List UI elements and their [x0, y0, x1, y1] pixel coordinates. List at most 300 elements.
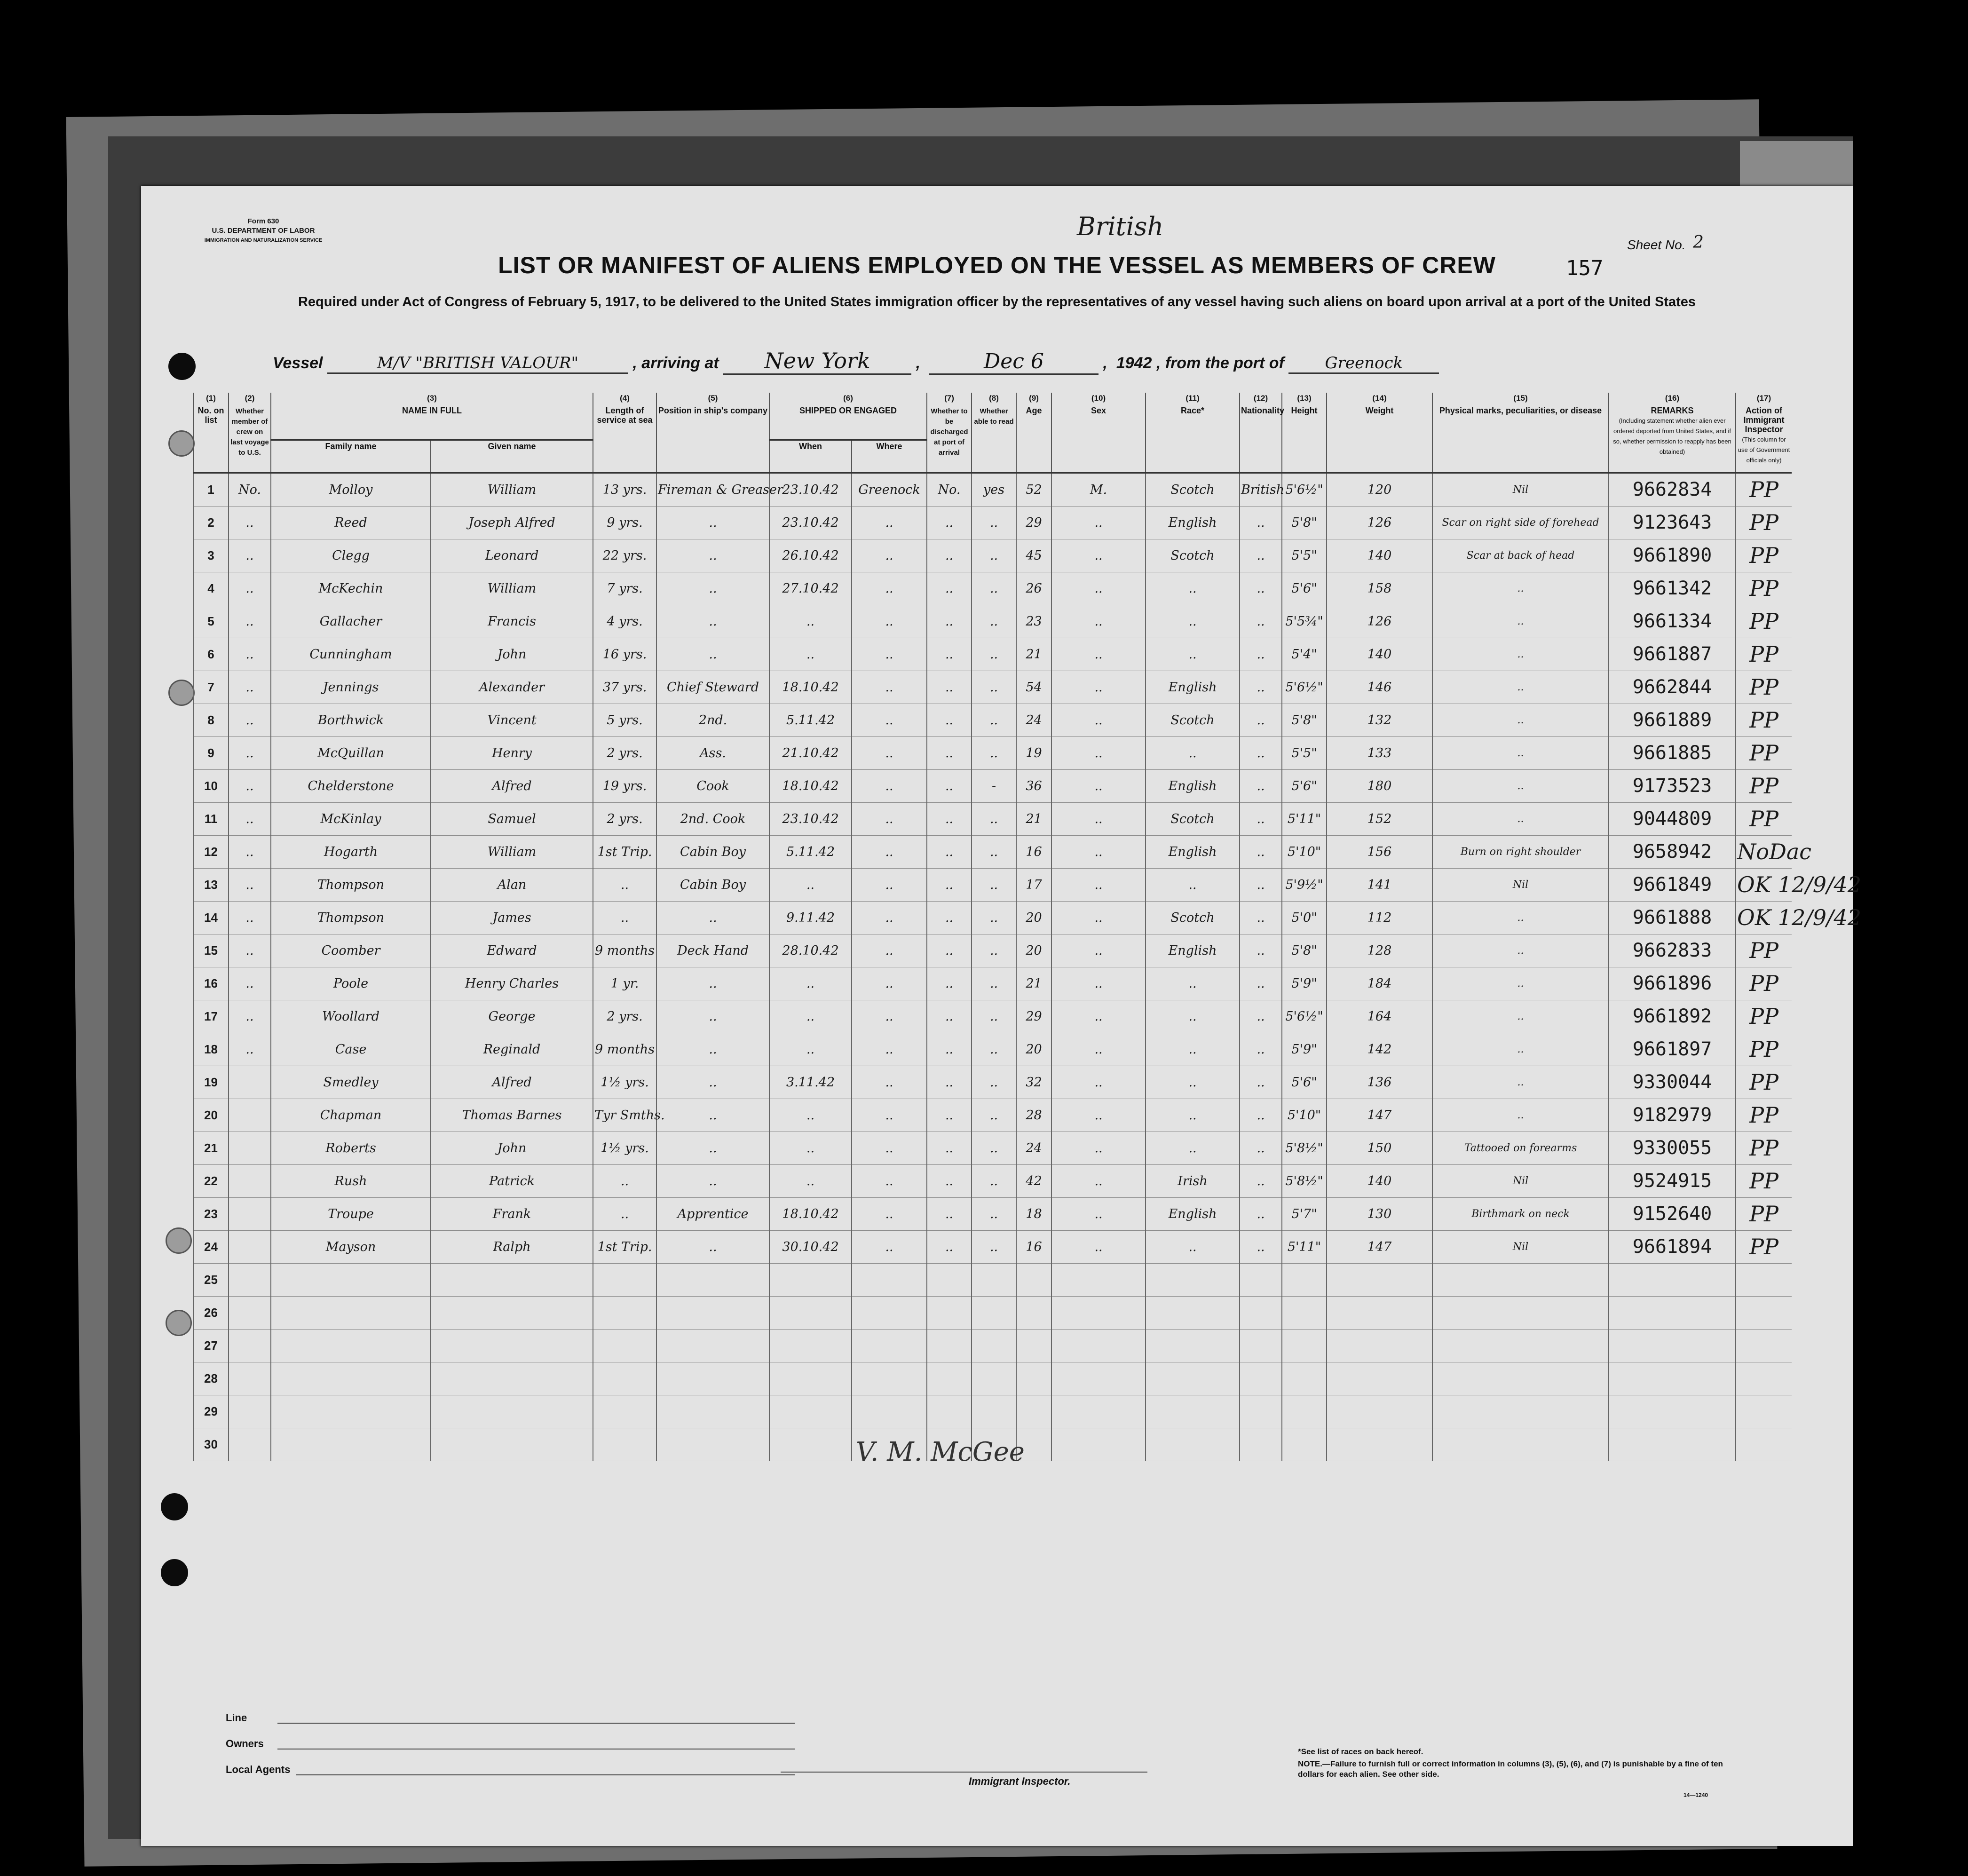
age-cell [1016, 1329, 1051, 1362]
shipped-when-cell [769, 1296, 852, 1329]
physical-marks-cell: Tattooed on forearms [1432, 1132, 1609, 1164]
position-cell: .. [656, 539, 769, 572]
length-of-service-cell [593, 1263, 656, 1296]
age-cell: 32 [1016, 1066, 1051, 1099]
crew-last-voyage-cell: .. [229, 704, 271, 736]
family-name-cell: Mayson [271, 1230, 431, 1263]
able-to-read-cell: .. [972, 605, 1016, 638]
race-cell: English [1146, 835, 1240, 868]
discharged-cell: No. [927, 473, 972, 506]
age-cell: 17 [1016, 868, 1051, 901]
weight-cell: 126 [1327, 605, 1432, 638]
length-of-service-cell: 2 yrs. [593, 802, 656, 835]
family-name-cell: Jennings [271, 671, 431, 704]
position-cell: 2nd. Cook [656, 802, 769, 835]
nationality-cell: .. [1240, 835, 1282, 868]
crew-last-voyage-cell: .. [229, 605, 271, 638]
race-cell: .. [1146, 572, 1240, 605]
age-cell: 20 [1016, 934, 1051, 967]
able-to-read-cell [972, 1329, 1016, 1362]
physical-marks-cell: .. [1432, 1000, 1609, 1033]
sex-cell: .. [1051, 1000, 1146, 1033]
family-name-cell: Clegg [271, 539, 431, 572]
weight-cell: 120 [1327, 473, 1432, 506]
given-name-cell: George [431, 1000, 593, 1033]
shipped-when-cell: 5.11.42 [769, 704, 852, 736]
shipped-where-cell: Greenock [852, 473, 927, 506]
remarks-cell: 9662834 [1609, 473, 1736, 506]
length-of-service-cell [593, 1296, 656, 1329]
family-name-cell: Woollard [271, 1000, 431, 1033]
position-cell: Chief Steward [656, 671, 769, 704]
physical-marks-cell: .. [1432, 1066, 1609, 1099]
given-name-cell: William [431, 835, 593, 868]
length-of-service-cell: 1 yr. [593, 967, 656, 1000]
row-number-cell: 18 [193, 1033, 229, 1066]
sex-cell [1051, 1296, 1146, 1329]
weight-cell [1327, 1428, 1432, 1461]
family-name-cell [271, 1296, 431, 1329]
race-cell: .. [1146, 1066, 1240, 1099]
form-header [193, 217, 334, 245]
shipped-when-cell: .. [769, 638, 852, 671]
nationality-cell: .. [1240, 1164, 1282, 1197]
given-name-cell: Leonard [431, 539, 593, 572]
length-of-service-cell: .. [593, 901, 656, 934]
remarks-cell [1609, 1296, 1736, 1329]
height-cell: 5'11" [1282, 1230, 1327, 1263]
row-number-cell: 5 [193, 605, 229, 638]
weight-cell [1327, 1395, 1432, 1428]
discharged-cell: .. [927, 1066, 972, 1099]
crew-last-voyage-cell [229, 1263, 271, 1296]
table-row [193, 572, 1792, 605]
inspector-signature-line [781, 1772, 1147, 1773]
shipped-when-cell [769, 1395, 852, 1428]
crew-last-voyage-cell [229, 1329, 271, 1362]
nationality-cell [1240, 1362, 1282, 1395]
inspector-action-cell: NoDac [1736, 835, 1792, 868]
crew-last-voyage-cell [229, 1362, 271, 1395]
age-cell: 18 [1016, 1197, 1051, 1230]
discharged-cell: .. [927, 1099, 972, 1132]
able-to-read-cell: .. [972, 539, 1016, 572]
shipped-when-cell: 18.10.42 [769, 671, 852, 704]
col-read-header: (8) Whether able to read [972, 393, 1016, 473]
physical-marks-cell [1432, 1263, 1609, 1296]
from-label: , from the port of [1156, 354, 1284, 372]
height-cell: 5'9½" [1282, 868, 1327, 901]
row-number-cell: 25 [193, 1263, 229, 1296]
table-row [193, 473, 1792, 506]
able-to-read-cell [972, 1362, 1016, 1395]
inspector-label: Immigrant Inspector. [969, 1775, 1071, 1787]
discharged-cell: .. [927, 1000, 972, 1033]
remarks-cell: 9173523 [1609, 769, 1736, 802]
height-cell: 5'7" [1282, 1197, 1327, 1230]
position-cell: .. [656, 572, 769, 605]
physical-marks-cell: .. [1432, 802, 1609, 835]
shipped-when-cell: 23.10.42 [769, 506, 852, 539]
height-cell: 5'8" [1282, 506, 1327, 539]
age-cell: 23 [1016, 605, 1051, 638]
sex-cell: .. [1051, 934, 1146, 967]
table-row [193, 1099, 1792, 1132]
able-to-read-cell: .. [972, 868, 1016, 901]
inspector-action-cell [1736, 1362, 1792, 1395]
remarks-cell: 9152640 [1609, 1197, 1736, 1230]
sex-cell: .. [1051, 671, 1146, 704]
physical-marks-cell: Scar on right side of forehead [1432, 506, 1609, 539]
able-to-read-cell: .. [972, 835, 1016, 868]
signature: V. M. McGee [856, 1437, 1025, 1467]
height-cell [1282, 1395, 1327, 1428]
inspector-action-cell [1736, 1263, 1792, 1296]
age-cell: 21 [1016, 802, 1051, 835]
shipped-when-cell: 28.10.42 [769, 934, 852, 967]
physical-marks-cell: .. [1432, 1099, 1609, 1132]
length-of-service-cell: 1½ yrs. [593, 1066, 656, 1099]
table-row [193, 1197, 1792, 1230]
able-to-read-cell: .. [972, 1099, 1016, 1132]
shipped-when-cell: 9.11.42 [769, 901, 852, 934]
given-name-cell: William [431, 473, 593, 506]
position-cell: Deck Hand [656, 934, 769, 967]
shipped-when-cell: 23.10.42 [769, 802, 852, 835]
form-number: Form 630 [247, 217, 279, 225]
agents-field [296, 1774, 795, 1775]
crew-last-voyage-cell: .. [229, 539, 271, 572]
position-cell: .. [656, 1099, 769, 1132]
able-to-read-cell [972, 1263, 1016, 1296]
physical-marks-cell [1432, 1395, 1609, 1428]
sex-cell: .. [1051, 572, 1146, 605]
age-cell: 26 [1016, 572, 1051, 605]
physical-marks-cell [1432, 1362, 1609, 1395]
col-given-name-header: Given name [431, 440, 593, 473]
weight-cell: 147 [1327, 1230, 1432, 1263]
weight-cell: 146 [1327, 671, 1432, 704]
race-cell: Irish [1146, 1164, 1240, 1197]
position-cell: .. [656, 1132, 769, 1164]
crew-last-voyage-cell [229, 1428, 271, 1461]
nationality-cell: .. [1240, 1230, 1282, 1263]
given-name-cell [431, 1395, 593, 1428]
table-row [193, 671, 1792, 704]
able-to-read-cell [972, 1395, 1016, 1428]
remarks-cell: 9044809 [1609, 802, 1736, 835]
given-name-cell: Alfred [431, 769, 593, 802]
race-cell: Scotch [1146, 901, 1240, 934]
crew-last-voyage-cell [229, 1099, 271, 1132]
position-cell: .. [656, 638, 769, 671]
length-of-service-cell: 2 yrs. [593, 736, 656, 769]
nationality-cell: .. [1240, 1132, 1282, 1164]
discharged-cell: .. [927, 1197, 972, 1230]
physical-marks-cell: .. [1432, 671, 1609, 704]
discharged-cell: .. [927, 802, 972, 835]
family-name-cell: Rush [271, 1164, 431, 1197]
binder-hole [161, 1559, 188, 1586]
manifest-sheet [141, 186, 1862, 1846]
position-cell: Fireman & Greaser [656, 473, 769, 506]
row-number-cell: 1 [193, 473, 229, 506]
col-no-header: (1) No. on list [193, 393, 229, 473]
height-cell: 5'10" [1282, 835, 1327, 868]
able-to-read-cell: .. [972, 638, 1016, 671]
col-action-header: (17) Action of Immigrant Inspector (This column for use of Government officials only) [1736, 393, 1792, 473]
shipped-where-cell: .. [852, 1033, 927, 1066]
able-to-read-cell: .. [972, 1164, 1016, 1197]
length-of-service-cell: 4 yrs. [593, 605, 656, 638]
remarks-cell: 9661885 [1609, 736, 1736, 769]
given-name-cell [431, 1263, 593, 1296]
inspector-action-cell: PP [1736, 802, 1792, 835]
sex-cell: .. [1051, 1132, 1146, 1164]
family-name-cell: McQuillan [271, 736, 431, 769]
crew-last-voyage-cell: .. [229, 1000, 271, 1033]
length-of-service-cell: 7 yrs. [593, 572, 656, 605]
weight-cell: 184 [1327, 967, 1432, 1000]
nationality-cell: .. [1240, 736, 1282, 769]
height-cell: 5'8" [1282, 934, 1327, 967]
race-cell: Scotch [1146, 473, 1240, 506]
family-name-cell: Hogarth [271, 835, 431, 868]
race-cell: .. [1146, 967, 1240, 1000]
sex-cell: .. [1051, 1099, 1146, 1132]
family-name-cell [271, 1263, 431, 1296]
inspector-action-cell: PP [1736, 1230, 1792, 1263]
physical-marks-cell: .. [1432, 605, 1609, 638]
row-number-cell: 3 [193, 539, 229, 572]
owners-label: Owners [226, 1738, 264, 1749]
inspector-action-cell: PP [1736, 1197, 1792, 1230]
weight-cell: 130 [1327, 1197, 1432, 1230]
weight-cell: 136 [1327, 1066, 1432, 1099]
race-cell [1146, 1395, 1240, 1428]
race-cell [1146, 1428, 1240, 1461]
table-row [193, 769, 1792, 802]
age-cell: 21 [1016, 638, 1051, 671]
race-cell: .. [1146, 1132, 1240, 1164]
table-row [193, 802, 1792, 835]
shipped-where-cell [852, 1395, 927, 1428]
col-service-header: (4) Length of service at sea [593, 393, 656, 473]
remarks-cell [1609, 1329, 1736, 1362]
shipped-where-cell: .. [852, 671, 927, 704]
discharged-cell: .. [927, 967, 972, 1000]
remarks-cell: 9661342 [1609, 572, 1736, 605]
col-discharged-header: (7) Whether to be discharged at port of arrival [927, 393, 972, 473]
inspector-action-cell: PP [1736, 539, 1792, 572]
weight-cell: 128 [1327, 934, 1432, 967]
discharged-cell: .. [927, 934, 972, 967]
given-name-cell: Henry Charles [431, 967, 593, 1000]
nationality-cell: .. [1240, 1000, 1282, 1033]
age-cell: 20 [1016, 1033, 1051, 1066]
discharged-cell: .. [927, 671, 972, 704]
shipped-where-cell: .. [852, 1132, 927, 1164]
row-number-cell: 10 [193, 769, 229, 802]
age-cell: 20 [1016, 901, 1051, 934]
shipped-where-cell: .. [852, 506, 927, 539]
given-name-cell: John [431, 638, 593, 671]
nationality-cell [1240, 1395, 1282, 1428]
given-name-cell: Joseph Alfred [431, 506, 593, 539]
race-cell: English [1146, 506, 1240, 539]
family-name-cell: Troupe [271, 1197, 431, 1230]
row-number-cell: 24 [193, 1230, 229, 1263]
row-number-cell: 23 [193, 1197, 229, 1230]
position-cell: .. [656, 1066, 769, 1099]
length-of-service-cell [593, 1329, 656, 1362]
row-number-cell: 6 [193, 638, 229, 671]
crew-last-voyage-cell: .. [229, 572, 271, 605]
position-cell: .. [656, 506, 769, 539]
physical-marks-cell: .. [1432, 1033, 1609, 1066]
department-name: U.S. DEPARTMENT OF LABOR [212, 227, 315, 235]
shipped-where-cell: .. [852, 769, 927, 802]
col-when-header: When [769, 440, 852, 473]
physical-marks-cell: .. [1432, 638, 1609, 671]
given-name-cell: Frank [431, 1197, 593, 1230]
crew-last-voyage-cell: .. [229, 736, 271, 769]
inspector-action-cell: PP [1736, 736, 1792, 769]
given-name-cell: Francis [431, 605, 593, 638]
position-cell: Ass. [656, 736, 769, 769]
inspector-action-cell: PP [1736, 473, 1792, 506]
remarks-cell: 9662833 [1609, 934, 1736, 967]
shipped-where-cell: .. [852, 1099, 927, 1132]
race-cell: English [1146, 1197, 1240, 1230]
given-name-cell: Vincent [431, 704, 593, 736]
crew-last-voyage-cell [229, 1296, 271, 1329]
binder-hole [161, 1493, 188, 1520]
race-cell: Scotch [1146, 539, 1240, 572]
nationality-annotation: British [1077, 212, 1164, 241]
family-name-cell: Chelderstone [271, 769, 431, 802]
shipped-when-cell: .. [769, 1000, 852, 1033]
sex-cell: .. [1051, 1033, 1146, 1066]
weight-cell: 140 [1327, 539, 1432, 572]
able-to-read-cell: .. [972, 1000, 1016, 1033]
crew-last-voyage-cell [229, 1197, 271, 1230]
length-of-service-cell: 16 yrs. [593, 638, 656, 671]
physical-marks-cell: .. [1432, 736, 1609, 769]
crew-last-voyage-cell: .. [229, 868, 271, 901]
remarks-cell: 9123643 [1609, 506, 1736, 539]
discharged-cell: .. [927, 539, 972, 572]
able-to-read-cell: .. [972, 802, 1016, 835]
crew-last-voyage-cell [229, 1066, 271, 1099]
sex-cell: .. [1051, 1230, 1146, 1263]
race-cell: Scotch [1146, 802, 1240, 835]
remarks-cell: 9661896 [1609, 967, 1736, 1000]
crew-last-voyage-cell: .. [229, 1033, 271, 1066]
position-cell: .. [656, 605, 769, 638]
nationality-cell: .. [1240, 934, 1282, 967]
table-row [193, 835, 1792, 868]
sex-cell: .. [1051, 835, 1146, 868]
inspector-action-cell: PP [1736, 638, 1792, 671]
race-cell: English [1146, 671, 1240, 704]
table-row [193, 605, 1792, 638]
discharged-cell: .. [927, 572, 972, 605]
weight-cell: 147 [1327, 1099, 1432, 1132]
nationality-cell: .. [1240, 1197, 1282, 1230]
shipped-where-cell: .. [852, 901, 927, 934]
age-cell: 42 [1016, 1164, 1051, 1197]
inspector-action-cell: PP [1736, 572, 1792, 605]
shipped-when-cell: .. [769, 1099, 852, 1132]
print-code: 14—1240 [1683, 1792, 1708, 1798]
able-to-read-cell: .. [972, 1197, 1016, 1230]
height-cell: 5'6" [1282, 769, 1327, 802]
binder-hole [166, 1310, 192, 1336]
inspector-action-cell: PP [1736, 1164, 1792, 1197]
table-row [193, 539, 1792, 572]
age-cell: 24 [1016, 1132, 1051, 1164]
shipped-where-cell: .. [852, 1164, 927, 1197]
crew-last-voyage-cell: .. [229, 835, 271, 868]
age-cell: 29 [1016, 506, 1051, 539]
position-cell [656, 1428, 769, 1461]
height-cell: 5'5¾" [1282, 605, 1327, 638]
given-name-cell [431, 1296, 593, 1329]
weight-cell: 150 [1327, 1132, 1432, 1164]
length-of-service-cell [593, 1428, 656, 1461]
family-name-cell: Case [271, 1033, 431, 1066]
family-name-cell: Coomber [271, 934, 431, 967]
position-cell [656, 1329, 769, 1362]
crew-last-voyage-cell [229, 1164, 271, 1197]
discharged-cell [927, 1329, 972, 1362]
height-cell [1282, 1362, 1327, 1395]
document-title: LIST OR MANIFEST OF ALIENS EMPLOYED ON THE VESSEL AS MEMBERS OF CREW [498, 252, 1496, 278]
family-name-cell: McKechin [271, 572, 431, 605]
line-field [277, 1723, 795, 1724]
inspector-action-cell [1736, 1428, 1792, 1461]
given-name-cell [431, 1428, 593, 1461]
vessel-label: Vessel [273, 354, 323, 372]
crew-last-voyage-cell: .. [229, 506, 271, 539]
remarks-cell: 9661887 [1609, 638, 1736, 671]
nationality-cell [1240, 1329, 1282, 1362]
table-row [193, 1296, 1792, 1329]
weight-cell: 140 [1327, 1164, 1432, 1197]
nationality-cell: .. [1240, 539, 1282, 572]
row-number-cell: 19 [193, 1066, 229, 1099]
nationality-cell: .. [1240, 671, 1282, 704]
discharged-cell: .. [927, 769, 972, 802]
table-row [193, 934, 1792, 967]
sex-cell: .. [1051, 802, 1146, 835]
shipped-when-cell: 23.10.42 [769, 473, 852, 506]
discharged-cell: .. [927, 506, 972, 539]
sheet-number-value: 2 [1693, 233, 1704, 252]
table-row [193, 1263, 1792, 1296]
discharged-cell: .. [927, 901, 972, 934]
shipped-where-cell: .. [852, 1197, 927, 1230]
table-row [193, 736, 1792, 769]
nationality-cell: .. [1240, 638, 1282, 671]
inspector-action-cell [1736, 1296, 1792, 1329]
remarks-cell: 9661889 [1609, 704, 1736, 736]
shipped-when-cell: .. [769, 1132, 852, 1164]
binder-hole [168, 680, 195, 706]
position-cell: Cabin Boy [656, 868, 769, 901]
age-cell [1016, 1362, 1051, 1395]
